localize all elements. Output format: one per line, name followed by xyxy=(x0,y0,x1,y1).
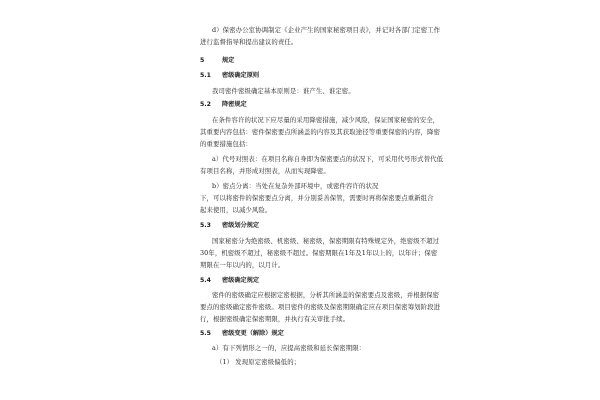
section-number: 5.2 xyxy=(200,101,211,108)
intro-line-1: d）保密办公室协调制定《企业产生的国家秘密项目表》，并记对各部门定密工作 xyxy=(212,26,441,34)
section-title: 降密规定 xyxy=(222,101,247,108)
section-5-1-paragraph: 我司密件密级确定基本原则是：谁产生、谁定密。 xyxy=(212,87,355,95)
section-title: 密级确定规定 xyxy=(222,277,260,284)
section-number: 5.5 xyxy=(200,330,211,337)
section-5-2-para-line-3: 的重要措施包括： xyxy=(200,140,252,148)
section-number: 5.1 xyxy=(200,72,211,79)
section-5-2-para-line-1: 在条件容许的状况下应尽量的采用降密措施，减少风险，保证国家秘密的安全， xyxy=(212,116,440,124)
section-title: 密级划分规定 xyxy=(222,222,260,229)
section-number: 5 xyxy=(200,57,205,64)
section-5-2-heading xyxy=(200,101,247,109)
section-title: 密级变更（解除）规定 xyxy=(222,330,284,337)
section-5-4-heading xyxy=(200,277,259,285)
section-number: 5.3 xyxy=(200,222,211,229)
intro-line-2: 进行监督指导和提出建议的责任。 xyxy=(200,38,298,46)
section-5-heading xyxy=(200,57,234,65)
section-5-4-para-line-2: 要点的密级确定密件密级。项目密件的密级及保密期限确定应在项目保密筹划阶段进 xyxy=(200,303,441,311)
section-5-3-para-line-3: 期限在一年以内的，以月计。 xyxy=(200,261,285,269)
section-5-2-item-a-line-1: a）代号对照表：在项目名称自身即为保密要点的状况下，可采用代号形式替代低 xyxy=(212,155,444,163)
section-title: 密级确定原则 xyxy=(222,72,260,79)
section-5-5-heading xyxy=(200,330,284,338)
section-5-4-para-line-3: 行，根据密级确定保密期限，并执行有关审批手续。 xyxy=(200,315,350,323)
section-5-2-item-b-line-1: b）密点分离：当处在复杂外部环境中，或密件容许的状况 xyxy=(212,182,379,190)
section-5-3-para-line-1: 国家秘密分为绝密级、机密级、秘密级，保密期限有特殊规定外，绝密级不超过 xyxy=(212,237,440,245)
section-title: 规定 xyxy=(222,57,235,64)
section-5-5-item-a: a）有下列情形之一的，应提高密级和延长保密期限： xyxy=(212,344,366,352)
section-5-1-heading xyxy=(200,72,259,80)
section-number: 5.4 xyxy=(200,277,211,284)
section-5-2-item-b-line-3: 起来使用，以减少风险。 xyxy=(200,206,272,214)
section-5-2-para-line-2: 其重要内容包括：密件保密要点所涵盖的内容及其获取途径等重要保密的内容，降密 xyxy=(200,128,441,136)
section-5-2-item-a-line-2: 有项目名称，并形成对照表，从而实现降密。 xyxy=(200,167,330,175)
section-5-2-item-b-line-2: 下，可以将密件的保密要点分离，并分别妥善保管，需要时再将保密要点重新组合 xyxy=(200,194,434,202)
section-5-5-sub-item-1: （1） 发现原定密级偏低的； xyxy=(216,358,301,366)
section-5-3-heading xyxy=(200,222,259,230)
section-5-4-para-line-1: 密件的密级确定应根据定密根据，分析其所涵盖的保密要点及密级，并根据保密 xyxy=(212,291,440,299)
section-5-3-para-line-2: 30年，机密级不超过，秘密级不超过。保密期限在1年及1年以上的，以年计；保密 xyxy=(200,249,438,257)
